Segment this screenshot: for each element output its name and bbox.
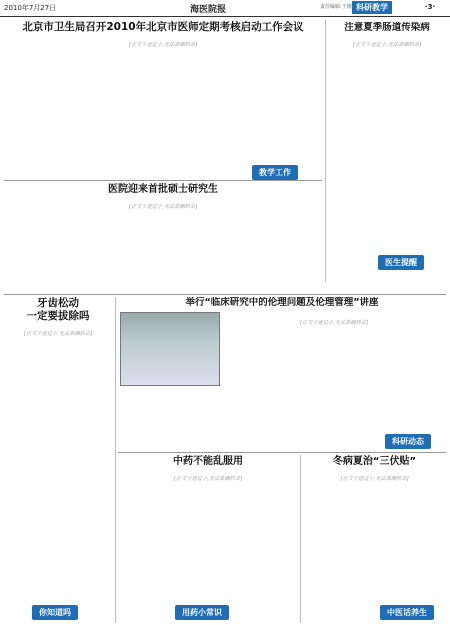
tag-doctor-reminder: 医生提醒 <box>378 255 424 270</box>
body-placeholder: [正文字迹过小,无法准确转录] <box>129 42 197 48</box>
divider <box>118 452 446 453</box>
paper-name: 海医院报 <box>190 5 227 15</box>
article-title: 注意夏季肠道传染病 <box>344 22 430 33</box>
page-number: ·3· <box>425 3 436 11</box>
article-sanfu-patch <box>303 455 446 621</box>
lecture-photo <box>120 312 220 386</box>
article-title: 举行“临床研究中的伦理问题及伦理管理”讲座 <box>185 297 379 308</box>
tag-tcm-wellness: 中医话养生 <box>380 605 434 620</box>
column-divider <box>325 20 326 282</box>
article-exam-meeting <box>4 20 322 170</box>
body-placeholder: [正文字迹过小,无法准确转录] <box>129 204 197 210</box>
article-chinese-medicine <box>118 455 298 621</box>
article-body <box>4 204 322 211</box>
article-loose-teeth <box>4 297 112 621</box>
article-summer-diseases <box>328 22 446 280</box>
body-placeholder: [正文字迹过小,无法准确转录] <box>24 331 92 337</box>
editor-label: 责任编辑:王刚 <box>320 4 352 10</box>
body-placeholder: [正文字迹过小,无法准确转录] <box>300 320 368 326</box>
tag-research-news: 科研动态 <box>385 434 431 449</box>
divider <box>4 294 446 295</box>
article-title: 牙齿松动 一定要拔除吗 <box>26 297 90 322</box>
issue-date: 2010年7月27日 <box>4 4 57 12</box>
tag-did-you-know: 你知道吗 <box>32 605 78 620</box>
body-placeholder: [正文字迹过小,无法准确转录] <box>353 42 421 48</box>
article-body <box>303 476 446 483</box>
article-title: 冬病夏治“三伏贴” <box>332 456 417 467</box>
section-badge: 科研教学 <box>352 1 392 14</box>
article-title: 中药不能乱服用 <box>173 456 243 467</box>
masthead <box>0 0 450 17</box>
article-body <box>118 476 298 483</box>
column-divider <box>115 297 116 623</box>
tag-teaching-work: 教学工作 <box>252 165 298 180</box>
article-title: 医院迎来首批硕士研究生 <box>108 184 218 195</box>
body-placeholder: [正文字迹过小,无法准确转录] <box>340 476 409 482</box>
article-graduate-students <box>4 183 322 291</box>
divider <box>4 180 322 181</box>
article-body <box>222 312 446 440</box>
article-body <box>328 42 446 49</box>
article-title: 北京市卫生局召开2010年北京市医师定期考核启动工作会议 <box>22 21 304 33</box>
article-body <box>4 331 112 338</box>
body-placeholder: [正文字迹过小,无法准确转录] <box>174 476 242 482</box>
tag-medication-tips: 用药小常识 <box>175 605 229 620</box>
article-body <box>4 42 322 49</box>
column-divider <box>300 455 301 623</box>
